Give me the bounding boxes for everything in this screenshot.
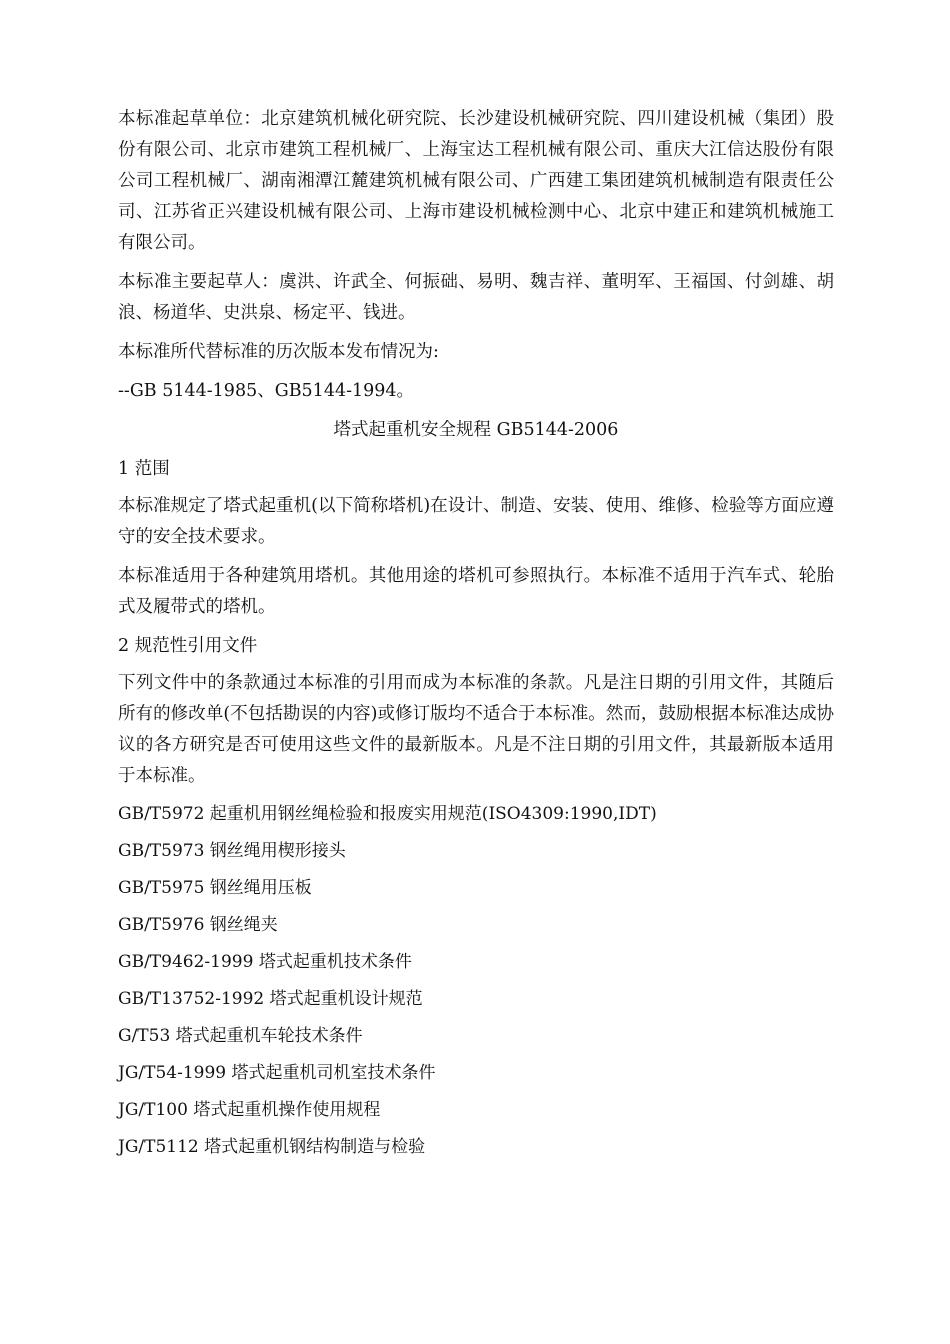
section-2-heading: 2 规范性引用文件 <box>118 636 258 656</box>
section-1-heading: 1 范围 <box>118 459 170 479</box>
reference-item: GB/T5973 钢丝绳用楔形接头 <box>118 841 346 861</box>
drafting-units-paragraph: 本标准起草单位：北京建筑机械化研究院、长沙建设机械研究院、四川建设机械（集团）股份有限公司、北京市建筑工程机械厂、上海宝达工程机械有限公司、重庆大江信达股份有限公司工程机械厂、湖南湘潭江麓建筑机械有限公司、广西建工集团建筑机械制造有限责任公司、江苏省正兴建设机械有限公司、上海市建设机械检测中心、北京中建正和建筑机械施工有限公司。 <box>118 109 834 253</box>
history-versions-paragraph: --GB 5144-1985、GB5144-1994。 <box>118 381 415 401</box>
reference-item: G/T53 塔式起重机车轮技术条件 <box>118 1026 363 1046</box>
section-2-paragraph-1: 下列文件中的条款通过本标准的引用而成为本标准的条款。凡是注日期的引用文件，其随后所有的修改单(不包括勘误的内容)或修订版均不适合于本标准。然而，鼓励根据本标准达成协议的各方研究是否可使用这些文件的最新版本。凡是不注日期的引用文件，其最新版本适用于本标准。 <box>118 673 834 786</box>
history-intro-paragraph: 本标准所代替标准的历次版本发布情况为: <box>118 342 439 362</box>
reference-item: GB/T5976 钢丝绳夹 <box>118 915 278 935</box>
reference-item: GB/T5972 起重机用钢丝绳检验和报废实用规范(ISO4309:1990,IDT) <box>118 804 657 824</box>
reference-item: JG/T54-1999 塔式起重机司机室技术条件 <box>118 1063 436 1083</box>
reference-item: GB/T9462-1999 塔式起重机技术条件 <box>118 952 412 972</box>
section-1-paragraph-1: 本标准规定了塔式起重机(以下简称塔机)在设计、制造、安装、使用、维修、检验等方面应遵守的安全技术要求。 <box>118 496 834 547</box>
document-page <box>118 104 834 1170</box>
reference-item: GB/T5975 钢丝绳用压板 <box>118 878 312 898</box>
reference-item: GB/T13752-1992 塔式起重机设计规范 <box>118 989 423 1009</box>
drafters-paragraph: 本标准主要起草人：虞洪、许武全、何振础、易明、魏吉祥、董明军、王福国、付剑雄、胡浪、杨道华、史洪泉、杨定平、钱进。 <box>118 272 834 323</box>
reference-list <box>118 800 834 1162</box>
reference-item: JG/T5112 塔式起重机钢结构制造与检验 <box>118 1137 426 1157</box>
reference-item: JG/T100 塔式起重机操作使用规程 <box>118 1100 381 1120</box>
section-1-paragraph-2: 本标准适用于各种建筑用塔机。其他用途的塔机可参照执行。本标准不适用于汽车式、轮胎式及履带式的塔机。 <box>118 566 834 617</box>
document-title: 塔式起重机安全规程 GB5144-2006 <box>333 420 619 440</box>
